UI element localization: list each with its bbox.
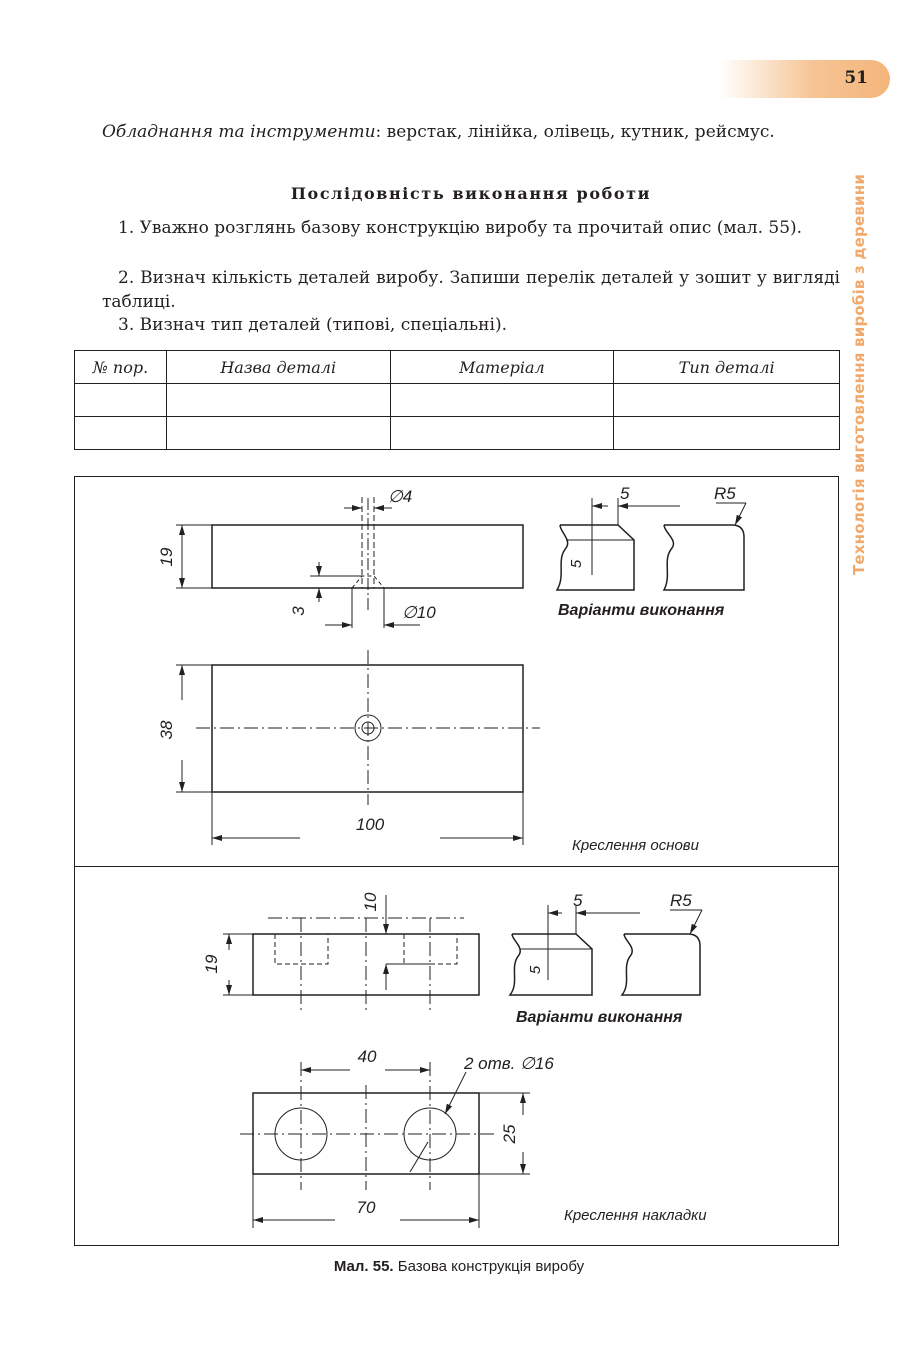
base-hole-large-label: ∅10 <box>402 603 436 622</box>
plate-width-label: 25 <box>500 1124 519 1144</box>
page-number: 51 <box>844 68 868 88</box>
plate-variants-label: Варіанти виконання <box>516 1009 683 1026</box>
base-drawing-caption: Креслення основи <box>572 837 699 854</box>
table-header-name: Назва деталі <box>166 351 390 384</box>
equipment-text: : верстак, лінійка, олівець, кутник, рейсмус. <box>375 122 775 142</box>
plate-length-label: 70 <box>356 1198 376 1217</box>
base-height-label: 19 <box>157 547 176 567</box>
base-variants-label: Варіанти виконання <box>558 602 725 619</box>
base-variants <box>557 498 746 590</box>
base-chamfer-label: 5 <box>620 484 630 503</box>
plate-holes-label: 2 отв. ∅16 <box>464 1054 554 1073</box>
section-heading: Послідовність виконання роботи <box>290 184 652 203</box>
figure-caption <box>0 1258 918 1275</box>
plate-depth-label: 10 <box>361 892 380 912</box>
plate-height-label: 19 <box>202 954 221 974</box>
base-radius-label: R5 <box>714 484 736 503</box>
figure-caption-text: Базова конструкція виробу <box>393 1258 585 1275</box>
plate-top-view <box>240 1062 530 1228</box>
step-3: 3. Визнач тип деталей (типові, спеціальні). <box>118 315 507 335</box>
plate-radius-label: R5 <box>670 891 692 910</box>
base-length-label: 100 <box>355 815 385 834</box>
base-chamfer-depth-label: 5 <box>568 559 585 569</box>
base-counterbore-label: 3 <box>289 606 308 616</box>
table-header-material: Матеріал <box>390 351 614 384</box>
base-hole-small-label: ∅4 <box>388 487 413 506</box>
plate-chamfer-depth-label: 5 <box>527 965 544 975</box>
plate-chamfer-label: 5 <box>573 891 583 910</box>
plate-spacing-label: 40 <box>357 1047 377 1066</box>
plate-variants <box>510 905 702 995</box>
table-header-number: № пор. <box>75 351 167 384</box>
figure-caption-prefix: Мал. 55. <box>333 1258 394 1275</box>
plate-drawing-caption: Креслення накладки <box>564 1207 707 1224</box>
side-section-title: Технологія виготовлення виробів з деревини <box>850 173 868 575</box>
base-front-view <box>176 497 523 628</box>
plate-front-view <box>223 895 479 1013</box>
step-2: 2. Визнач кількість деталей виробу. Запиши перелік деталей у зошит у вигляді таблиці. <box>102 268 840 312</box>
step-1: 1. Уважно розглянь базову конструкцію виробу та прочитай опис (мал. 55). <box>118 218 803 238</box>
table-header-type: Тип деталі <box>614 351 840 384</box>
base-width-label: 38 <box>157 720 176 740</box>
equipment-label: Обладнання та інструменти <box>102 122 376 142</box>
